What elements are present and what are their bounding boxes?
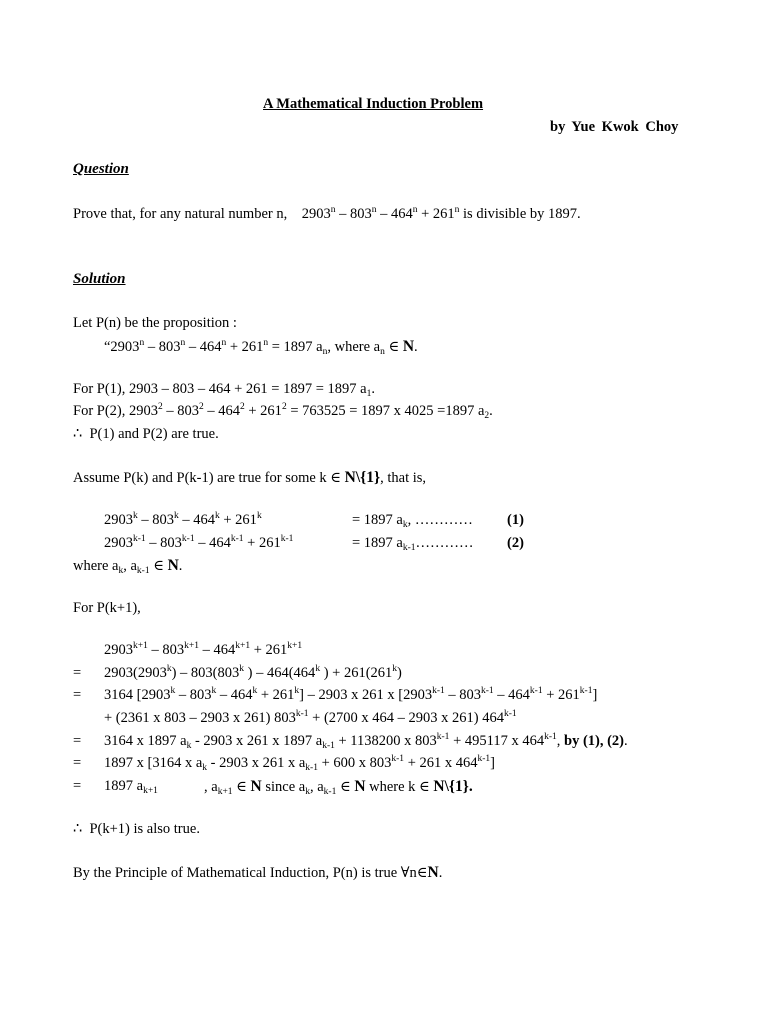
step-line-4: 1897 x [3164 x $a_k - 2903$ x 261 x $a_{k-1} + 600$ x $803^{k-1} + 261$ x 464$^{k-1}$] [104, 754, 496, 773]
step-eq-sign-5: = [73, 778, 82, 794]
author-line: by Yue Kwok Choy [550, 119, 679, 135]
base-case-1: For P(1), 2903 – 803 – 464 + 261 = 1897 = 1897 $a_1$. [73, 381, 375, 399]
step-eq-sign-2: = [73, 687, 82, 703]
question-statement: Prove that, for any natural number n, $2903^n - 803^n - 464^n + 261^n$ is divisible by 1897. [73, 205, 581, 222]
hypothesis-equation-2-rhs: = 1897 $a_{k-1}\dots\dots\dots\dots$ [352, 535, 474, 553]
step-line-5-condition: , $a_{k+1}$ ∈ N since $a_k$, $a_{k-1}$ ∈ N where k ∈ N\{1}. [204, 778, 473, 797]
document-title: A Mathematical Induction Problem [263, 96, 484, 112]
question-heading: Question [73, 161, 129, 177]
final-conclusion: By the Principle of Mathematical Induction, P(n) is true ∀n∈N. [73, 864, 443, 881]
solution-heading: Solution [73, 271, 126, 287]
inductive-step-intro: For P(k+1), [73, 600, 141, 616]
step-expression: $2903^{k+1} - 803^{k+1} - 464^{k+1} + 261^{k+1}$ [104, 641, 303, 658]
induction-hypothesis: Assume P(k) and P(k-1) are true for some k ∈ N\{1}, that is, [73, 469, 427, 486]
step-eq-sign-3: = [73, 733, 82, 749]
hypothesis-equation-1-rhs: = 1897 $a_k$, ………… [352, 512, 473, 530]
step-line-5: 1897 $a_{k+1}$ [104, 778, 158, 796]
step-line-3: 3164 x 1897 $a_k - 2903$ x 261 x 1897 $a_{k-1} + 1138200$ x $803^{k-1} + 495117$ x 464$^{k-1}$, by (1), (2). [104, 732, 628, 751]
step-eq-sign-1: = [73, 665, 82, 681]
hypothesis-equation-1: $2903^k - 803^k - 464^k + 261^k$ [104, 511, 262, 528]
equation-label-2: (2) [507, 535, 524, 551]
step-line-2: 3164 $[2903^k - 803^k - 464^k + 261^k] - 2903$ x 261 x $[2903^{k-1} - 803^{k-1} - 464^{k-1} + 261^{k-1}]$ [104, 686, 598, 703]
hypothesis-domain: where $a_k$, $a_{k-1}$ ∈ N. [73, 557, 183, 576]
proposition-intro: Let P(n) be the proposition : [73, 315, 237, 331]
equation-label-1: (1) [507, 512, 524, 528]
base-case-2: For P(2), $2903^2 - 803^2 - 464^2 + 261^2 = 763525 = 1897$ x 4025 =1897 $a_2$. [73, 402, 493, 421]
step-line-2-continued: + (2361 x 803 – 2903 x 261) $803^{k-1} + (2700$ x 464 – 2903 x 261) 464$^{k-1}$ [104, 709, 517, 726]
base-case-conclusion: ∴ P(1) and P(2) are true. [73, 426, 219, 442]
step-line-1: 2903(2903$^k$) – 803(803$^k$ ) – 464(464$^k$ ) + $261(261^k)$ [104, 664, 402, 681]
proposition-statement: “$2903^n - 803^n - 464^n + 261^n = 1897$ $a_n$, where $a_n$ ∈ N. [104, 338, 418, 357]
hypothesis-equation-2: $2903^{k-1} - 803^{k-1} - 464^{k-1} + 261^{k-1}$ [104, 534, 294, 551]
inductive-step-conclusion: ∴ P(k+1) is also true. [73, 821, 200, 837]
step-eq-sign-4: = [73, 755, 82, 771]
